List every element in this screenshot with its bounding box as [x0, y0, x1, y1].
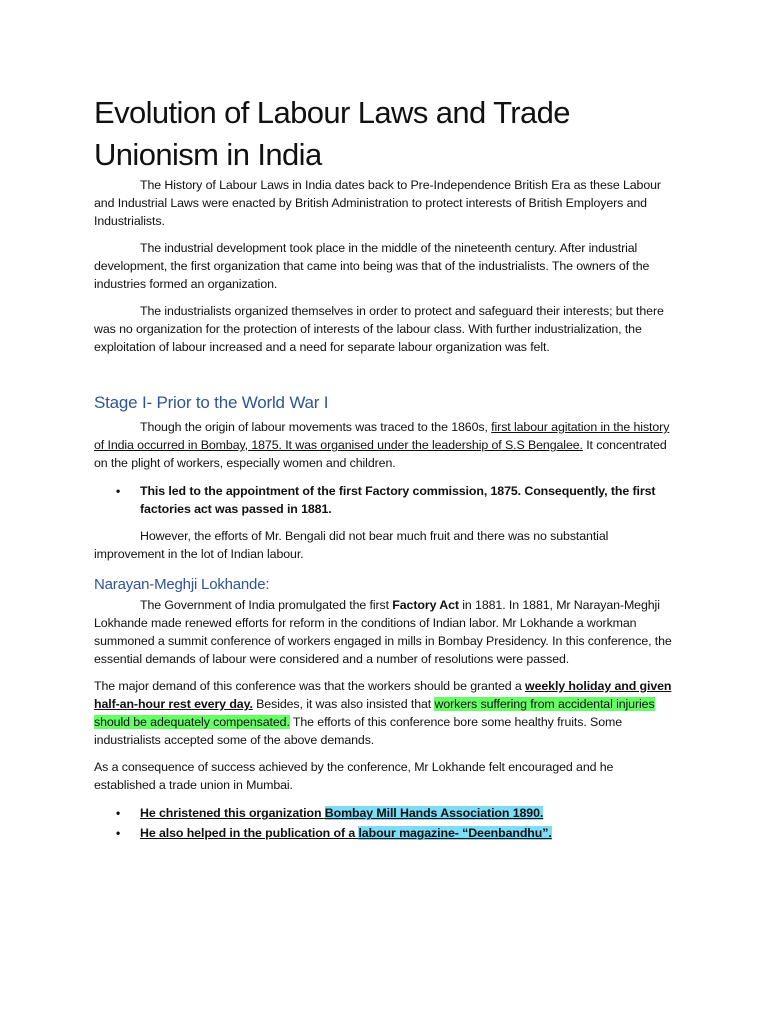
demand-text-end: The efforts of this conference bore some healthy fruits. Some industrialists accepted some of the above demands. — [94, 715, 622, 747]
list-item — [94, 482, 676, 518]
bullet-icon: • — [116, 484, 121, 498]
stage-1-bullet-list — [94, 482, 676, 518]
factory-act-bold-text: Factory Act — [392, 598, 459, 612]
lokhande-heading: Narayan-Meghji Lokhande: — [94, 576, 270, 593]
lokhande-paragraph-1 — [94, 596, 676, 668]
bullet-text: This led to the appointment of the first Factory commission, 1875. Consequently, the first factories act was passed in 1881. — [140, 484, 656, 516]
list-item — [94, 824, 676, 842]
bullet-icon: • — [116, 806, 121, 820]
stage-1-text-end: It concentrated on the plight of workers, especially women and children. — [94, 438, 667, 470]
document-content — [94, 84, 676, 851]
intro-paragraph-1: The History of Labour Laws in India dates back to Pre-Independence British Era as these Labour and Industrial Laws were enacted by British Administration to protect interests of British Employers and Industrialists. — [94, 178, 661, 228]
lokhande-bullet-list — [94, 804, 676, 842]
demand-text-middle: Besides, it was also insisted that — [252, 697, 435, 711]
bullet-icon: • — [116, 826, 121, 840]
list-item — [94, 804, 676, 822]
stage-1-text: Though the origin of labour movements was traced to the 1860s, — [140, 420, 492, 434]
lokhande-text-end: in 1881. In 1881, Mr Narayan-Meghji Lokhande made renewed efforts for reform in the conditions of Indian labor. Mr Lokhande a workman summoned a summit conference of workers engaged in mills in Bombay Presidency. In this conference, the essential demands of labour were considered and a number of resolutions were passed. — [94, 598, 672, 666]
lokhande-text: The Government of India promulgated the first — [140, 598, 393, 612]
lokhande-paragraph-2 — [94, 677, 676, 749]
demand-text: The major demand of this conference was that the workers should be granted a — [94, 679, 526, 693]
bullet-text: He christened this organization — [140, 806, 325, 820]
intro-paragraph-2: The industrial development took place in the middle of the nineteenth century. After industrial development, the first organization that came into being was that of the industrialists. The owners of the industries formed an organization. — [94, 241, 650, 291]
association-highlighted-text: Bombay Mill Hands Association 1890. — [324, 806, 544, 820]
compensation-highlighted-text: workers suffering from accidental injuries should be adequately compensated. — [94, 697, 655, 729]
first-agitation-underlined-text: first labour agitation in the history of India occurred in Bombay, 1875. It was organised under the leadership of S.S Bengalee. — [94, 420, 670, 452]
lokhande-paragraph-3: As a consequence of success achieved by the conference, Mr Lokhande felt encouraged and he established a trade union in Mumbai. — [94, 760, 614, 792]
stage-1-heading: Stage I- Prior to the World War I — [94, 393, 329, 412]
stage-1-paragraph-1 — [94, 418, 676, 472]
stage-1-paragraph-2: However, the efforts of Mr. Bengali did not bear much fruit and there was no substantial improvement in the lot of Indian labour. — [94, 529, 609, 561]
magazine-highlighted-text: labour magazine- “Deenbandhu”. — [358, 826, 552, 840]
document-title: Evolution of Labour Laws and Trade Unionism in India — [94, 95, 570, 172]
weekly-holiday-underlined-text: weekly holiday and given half-an-hour rest every day. — [94, 679, 672, 711]
intro-paragraph-3: The industrialists organized themselves in order to protect and safeguard their interests; but there was no organization for the protection of interests of the labour class. With further industrialization, the exploitation of labour increased and a need for separate labour organization was felt. — [94, 304, 664, 354]
bullet-text: He also helped in the publication of a — [140, 826, 359, 840]
